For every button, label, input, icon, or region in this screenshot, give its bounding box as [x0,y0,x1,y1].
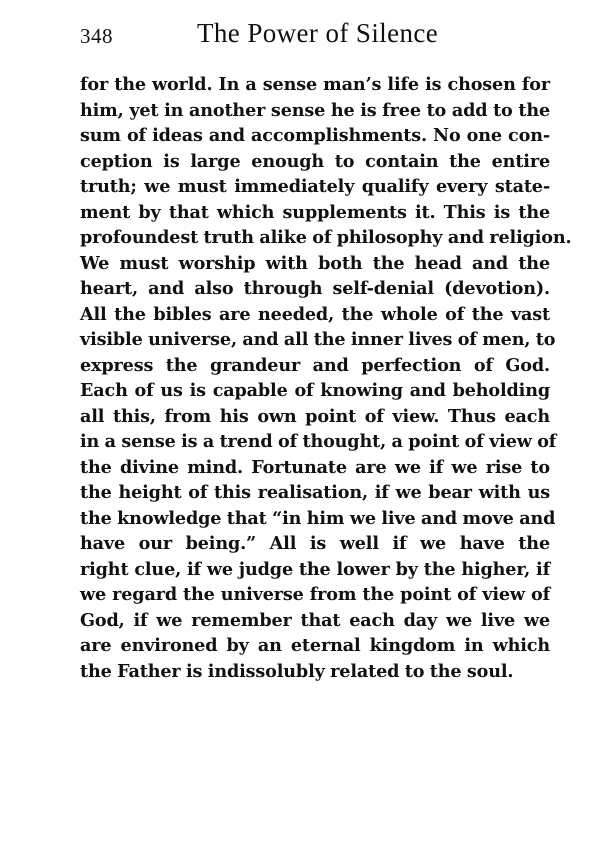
book-title: The Power of Silence [197,18,439,48]
text-line: profoundest truth alike of philosophy and religion. [80,227,572,248]
page-number: 348 [80,24,113,48]
text-line: in a sense is a trend of thought, a point of view of [80,431,557,452]
body-paragraph [80,72,572,684]
text-line: Each of us is capable of knowing and beholding [80,380,550,401]
text-line: are environed by an eternal kingdom in which [80,635,550,656]
text-line: All the bibles are needed, the whole of the vast [80,303,550,325]
text-line: God, if we remember that each day we live we [80,609,550,631]
text-line: him, yet in another sense he is free to add to the [80,99,550,121]
text-line: the knowledge that “in him we live and move and [80,507,556,529]
text-line: we regard the universe from the point of view of [80,584,550,605]
text-line: all this, from his own point of view. Thus each [80,405,550,427]
text-line: ception is large enough to contain the entire [80,150,550,172]
text-line: the divine mind. Fortunate are we if we rise to [80,456,550,478]
text-line: visible universe, and all the inner lives of men, to [80,329,556,350]
text-line-last: the Father is indissolubly related to the soul. [80,660,514,682]
text-line: heart, and also through self-denial (devotion). [80,278,550,299]
text-line: express the grandeur and perfection of God. [80,354,550,376]
text-line: right clue, if we judge the lower by the higher, if [80,558,550,580]
running-head [80,18,550,52]
text-line: We must worship with both the head and the [80,252,550,274]
text-line: have our being.” All is well if we have the [80,533,550,554]
text-line: sum of ideas and accomplishments. No one con- [80,125,550,146]
text-line: for the world. In a sense man’s life is chosen for [80,74,550,95]
text-line: ment by that which supplements it. This is the [80,201,550,223]
text-line: the height of this realisation, if we bear with us [80,482,550,503]
text-line: truth; we must immediately qualify every state- [80,176,550,197]
